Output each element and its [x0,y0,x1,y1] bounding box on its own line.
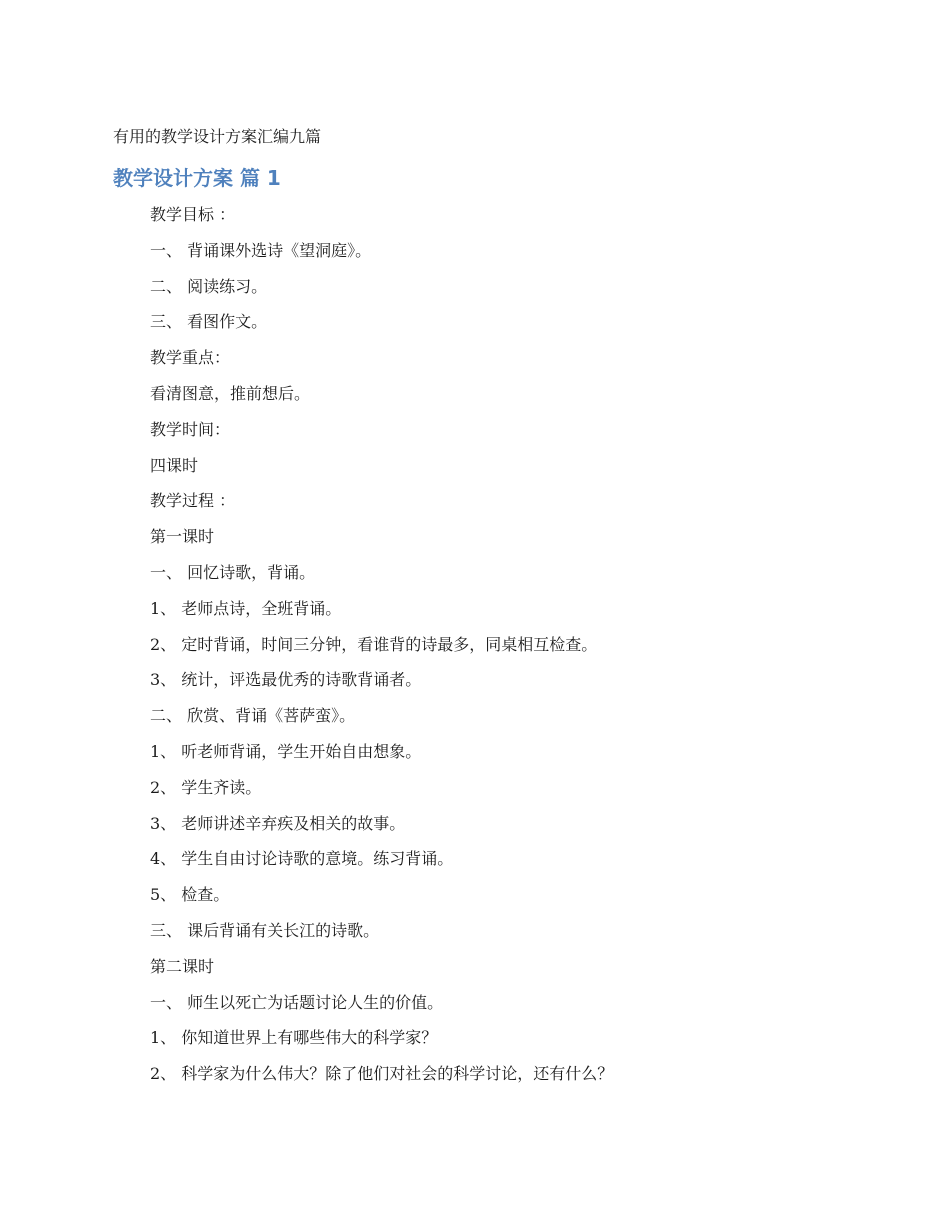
paragraph-line: 三、 课后背诵有关长江的诗歌。 [150,920,380,940]
paragraph-line: 第一课时 [150,527,215,547]
paragraph-line: 4、 学生自由讨论诗歌的意境。练习背诵。 [150,849,454,869]
paragraph-line: 教学重点： [150,348,231,368]
paragraph-line: 二、 欣赏、背诵《菩萨蛮》。 [150,706,356,726]
paragraph-line: 1、 老师点诗，全班背诵。 [150,598,342,618]
paragraph-line: 一、 回忆诗歌，背诵。 [150,562,316,582]
paragraph-line: 教学目标 ： [150,205,236,224]
paragraph-line: 一、 师生以死亡为话题讨论人生的价值。 [150,992,444,1012]
paragraph-line: 5、 检查。 [150,885,230,905]
paragraph-line: 看清图意，推前想后。 [150,383,311,403]
document-title: 有用的教学设计方案汇编九篇 [113,127,322,146]
paragraph-line: 四课时 [150,455,199,475]
paragraph-line: 2、 科学家为什么伟大？除了他们对社会的科学讨论，还有什么？ [150,1064,614,1084]
paragraph-line: 2、 学生齐读。 [150,777,262,797]
paragraph-line: 教学时间： [150,419,231,439]
paragraph-line: 二、 阅读练习。 [150,276,268,296]
paragraph-line: 三、 看图作文。 [150,312,268,332]
paragraph-line: 教学过程 ： [150,491,236,511]
paragraph-line: 1、 听老师背诵，学生开始自由想象。 [150,741,422,761]
paragraph-line: 1、 你知道世界上有哪些伟大的科学家？ [150,1028,438,1048]
paragraph-line: 3、 老师讲述辛弃疾及相关的故事。 [150,813,406,833]
paragraph-line: 3、 统计，评选最优秀的诗歌背诵者。 [150,670,422,690]
section-heading: 教学设计方案 篇 1 [113,166,281,190]
body-text [150,202,613,1097]
paragraph-line: 2、 定时背诵，时间三分钟，看谁背的诗最多，同桌相互检查。 [150,634,598,654]
paragraph-line: 一、 背诵课外选诗《望洞庭》。 [150,240,372,260]
paragraph-line: 第二课时 [150,956,215,976]
